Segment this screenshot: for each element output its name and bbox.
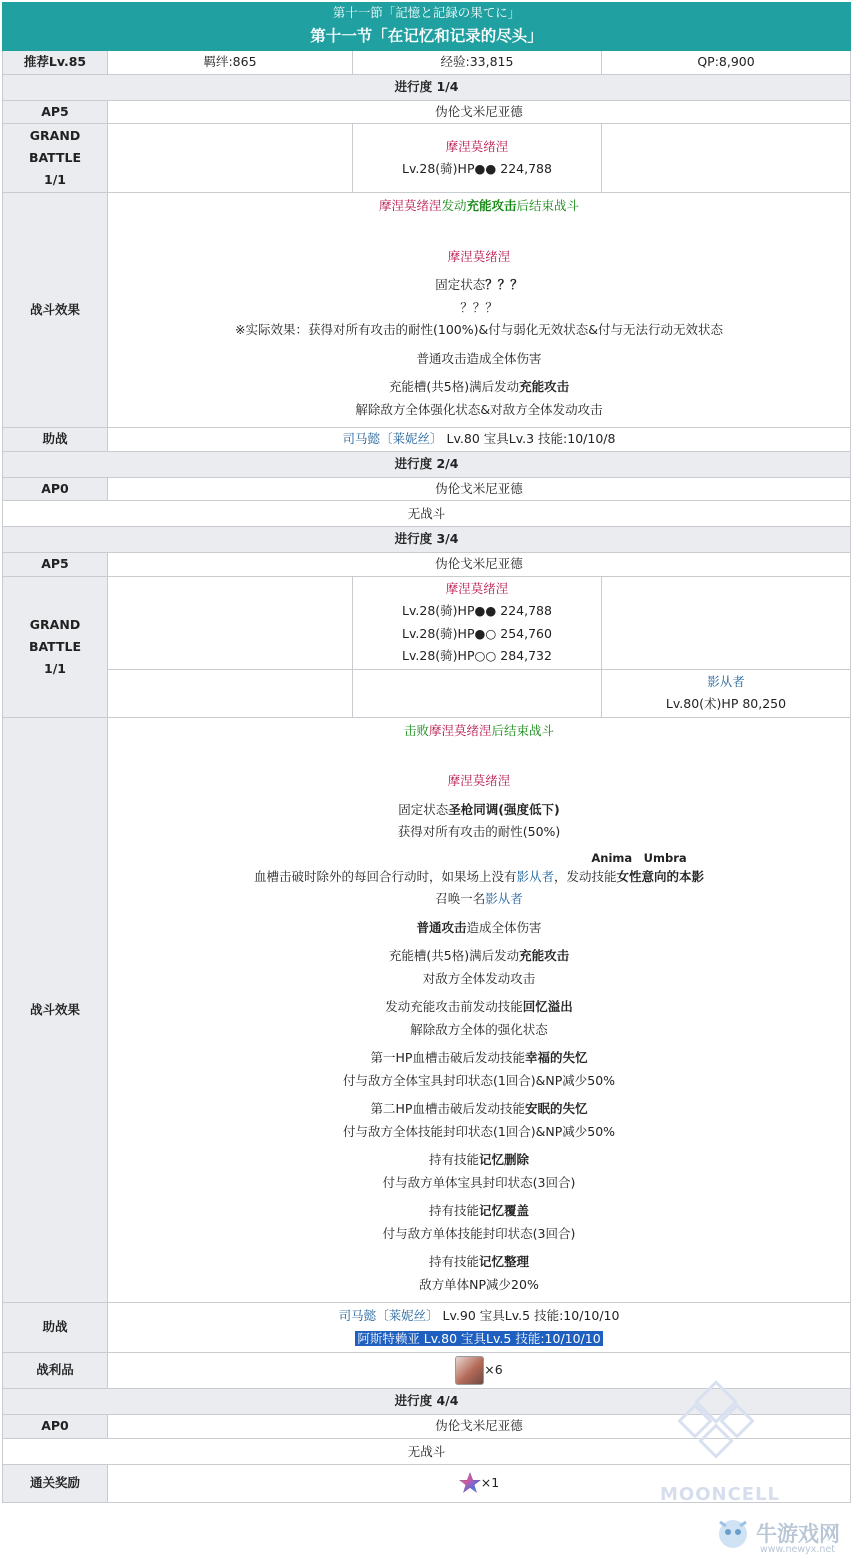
p3-effect-row xyxy=(3,717,851,1303)
p3-effect-line-8 xyxy=(110,996,848,1019)
p1-enemy-stat: Lv.28(骑)HP●● 224,788 xyxy=(402,161,552,176)
p3-ap-row xyxy=(3,553,851,577)
p3-e18-text: 持有技能 xyxy=(428,1254,479,1269)
p1-effect-line-5 xyxy=(110,376,848,399)
exp-points: 经验:33,815 xyxy=(353,51,602,75)
p3-support-content xyxy=(108,1303,851,1353)
p3-support-2-selected-text[interactable]: 阿斯特赖亚 Lv.80 宝具Lv.5 技能:10/10/10 xyxy=(357,1330,601,1346)
p3-enemy2-slot-empty-left xyxy=(108,669,353,717)
grand-label-2: BATTLE xyxy=(28,150,82,165)
p3-support-2 xyxy=(110,1328,848,1351)
p1-enemy-row xyxy=(3,124,851,193)
p4-location: 伪伦戈米尼亚德 xyxy=(108,1415,851,1439)
p3-effect-line-6 xyxy=(110,945,848,968)
p3-e16-text: 持有技能 xyxy=(428,1203,479,1218)
p3-skill-name-6: 记忆覆盖 xyxy=(479,1203,530,1218)
p1-location: 伪伦戈米尼亚德 xyxy=(108,100,851,124)
p3-cond-text-2: 后结束战斗 xyxy=(491,722,555,738)
p3-effect-line-15: 付与敌方单体宝具封印状态(3回合) xyxy=(382,1174,576,1190)
p3-charge-attack: 充能攻击 xyxy=(519,948,570,963)
p3-location: 伪伦戈米尼亚德 xyxy=(108,553,851,577)
p3-e14-text: 持有技能 xyxy=(428,1152,479,1167)
p3-effect-line-7: 对敌方全体发动攻击 xyxy=(422,970,536,986)
p1-cond-text-2: 充能攻击 xyxy=(466,198,517,213)
p1-effect-line-2: ？？？ xyxy=(460,299,498,315)
p1-effect-line-1 xyxy=(110,274,848,297)
p1-enemy-slot-center xyxy=(353,124,602,193)
p3-effect-line-1 xyxy=(110,799,848,822)
p2-ap-row xyxy=(3,477,851,501)
p3-effect-line-3 xyxy=(110,866,848,889)
p1-cond-enemy-link[interactable]: 摩涅莫绪涅 xyxy=(378,198,442,213)
quest-title-cell xyxy=(3,3,851,51)
p3-skill-name-7: 记忆整理 xyxy=(479,1254,530,1269)
cn-title: 第十一节「在记忆和记录的尽头」 xyxy=(310,27,543,45)
p4-no-battle: 无战斗 xyxy=(3,1438,851,1464)
grand-label-3: 1/1 xyxy=(44,660,66,676)
p3-grand-battle-label xyxy=(3,576,108,717)
mooncell-watermark-text: MOONCELL xyxy=(660,1484,781,1505)
p1-end-condition xyxy=(110,195,848,218)
recommended-level: 推荐Lv.85 xyxy=(3,51,108,75)
p1-support-servant-link[interactable]: 司马懿〔莱妮丝〕 xyxy=(342,431,443,446)
p3-support-1-detail: Lv.90 宝具Lv.5 技能:10/10/10 xyxy=(438,1308,620,1323)
progress-4-title: 进行度 4/4 xyxy=(3,1389,851,1415)
summary-row xyxy=(3,51,851,75)
p3-effect-line-12 xyxy=(110,1098,848,1121)
p3-e3-text-1: 血槽击破时除外的每回合行动时，如果场上没有 xyxy=(253,868,517,884)
p3-effect-line-2: 获得对所有攻击的耐性(50%) xyxy=(397,824,561,839)
p1-effect-line-3: ※实际效果：获得对所有攻击的耐性(100%)&付与弱化无效状态&付与无法行动无效状态 xyxy=(235,322,723,337)
p3-effect-line-18 xyxy=(110,1251,848,1274)
p3-shadow-name[interactable]: 影从者 xyxy=(707,673,745,689)
p3-fixed-state-value: 圣枪同调(强度低下) xyxy=(448,801,560,817)
p3-enemy-stat-1: Lv.28(骑)HP●● 224,788 xyxy=(402,603,552,618)
p1-fixed-state-label: 固定状态 xyxy=(435,277,486,292)
p2-no-battle: 无战斗 xyxy=(3,501,851,527)
progress-1-row xyxy=(3,74,851,100)
p1-support-label: 助战 xyxy=(3,428,108,452)
p3-effect-line-19: 敌方单体NP减少20% xyxy=(419,1276,539,1292)
p1-support-content xyxy=(108,428,851,452)
p1-enemy-name[interactable]: 摩涅莫绪涅 xyxy=(445,138,509,154)
p3-anima-umbra-annotation: Anima Umbra xyxy=(591,850,687,865)
qp-reward: QP:8,900 xyxy=(602,51,851,75)
p3-enemy-slot-empty-left xyxy=(108,576,353,669)
newyx-watermark-text: 牛游戏网 xyxy=(756,1522,840,1546)
grand-label-1: GRAND xyxy=(29,128,81,143)
p3-effect-line-9: 解除敌方全体的强化状态 xyxy=(410,1021,548,1037)
p3-effect-line-10 xyxy=(110,1047,848,1070)
p3-enemy-stat-3: Lv.28(骑)HP○○ 284,732 xyxy=(402,648,552,663)
newyx-mascot-icon xyxy=(712,1512,754,1554)
p1-ap-cost: AP5 xyxy=(3,100,108,124)
p1-grand-battle-label xyxy=(3,124,108,193)
p4-ap-cost: AP0 xyxy=(3,1415,108,1439)
p3-effect-label: 战斗效果 xyxy=(3,717,108,1303)
p1-enemy-slot-empty-right xyxy=(602,124,851,193)
p3-e10-text: 第一HP血槽击破后发动技能 xyxy=(370,1050,525,1065)
p3-drops-label: 战利品 xyxy=(3,1353,108,1389)
p3-shadow-link-2[interactable]: 影从者 xyxy=(485,891,523,906)
p3-cond-text-1: 击败 xyxy=(403,722,429,738)
p1-effect-row xyxy=(3,193,851,428)
p1-support-detail: Lv.80 宝具Lv.3 技能:10/10/8 xyxy=(442,431,616,446)
p3-skill-name-3: 幸福的失忆 xyxy=(524,1050,588,1065)
p3-effect-line-11: 付与敌方全体宝具封印状态(1回合)&NP减少50% xyxy=(342,1072,616,1088)
bond-points: 羁绊:865 xyxy=(108,51,353,75)
p3-effect-line-4 xyxy=(110,888,848,911)
p3-e5-text: 造成全体伤害 xyxy=(466,919,542,935)
p3-enemy2-slot-empty-center xyxy=(353,669,602,717)
p1-fixed-state-value: ？？？ xyxy=(485,277,523,292)
p3-effect-line-14 xyxy=(110,1149,848,1172)
p3-shadow-link-1[interactable]: 影从者 xyxy=(516,868,554,884)
p3-enemy-stat-2: Lv.28(骑)HP●○ 254,760 xyxy=(402,625,552,641)
p3-fixed-state-label: 固定状态 xyxy=(398,801,449,817)
p3-enemy-row-2 xyxy=(3,669,851,717)
p1-effect-enemy-name[interactable]: 摩涅莫绪涅 xyxy=(447,248,511,264)
p3-enemy-slot-empty-right xyxy=(602,576,851,669)
p1-cond-text-1: 发动 xyxy=(441,198,467,213)
p3-ap-cost: AP5 xyxy=(3,553,108,577)
p3-effect-line-16 xyxy=(110,1200,848,1223)
p2-no-battle-row xyxy=(3,501,851,527)
p3-end-condition xyxy=(110,720,848,743)
p3-skill-name-5: 记忆删除 xyxy=(479,1152,530,1167)
p1-effect-line-6: 解除敌方全体强化状态&对敌方全体发动攻击 xyxy=(355,401,603,417)
p3-effect-line-13: 付与敌方全体技能封印状态(1回合)&NP减少50% xyxy=(342,1123,616,1139)
progress-2-title: 进行度 2/4 xyxy=(3,451,851,477)
progress-1-title: 进行度 1/4 xyxy=(3,74,851,100)
p2-location: 伪伦戈米尼亚德 xyxy=(108,477,851,501)
p4-reward-label: 通关奖励 xyxy=(3,1464,108,1502)
p3-effect-content xyxy=(108,717,851,1303)
mooncell-logo-icon xyxy=(672,1380,762,1480)
p1-effect-label: 战斗效果 xyxy=(3,193,108,428)
p3-e6-text: 充能槽(共5格)满后发动 xyxy=(388,948,520,963)
p3-skill-name-2: 回忆溢出 xyxy=(522,999,573,1014)
p3-e12-text: 第二HP血槽击破后发动技能 xyxy=(370,1101,525,1116)
saint-quartz-icon[interactable] xyxy=(459,1472,481,1494)
p3-support-1 xyxy=(110,1305,848,1328)
p3-cond-enemy-link[interactable]: 摩涅莫绪涅 xyxy=(429,722,492,738)
p3-shadow-stat: Lv.80(术)HP 80,250 xyxy=(665,696,787,711)
progress-2-row xyxy=(3,451,851,477)
p3-effect-enemy-name[interactable]: 摩涅莫绪涅 xyxy=(447,773,511,788)
p3-support-label: 助战 xyxy=(3,1303,108,1353)
p1-cond-text-3: 后结束战斗 xyxy=(516,198,580,213)
p3-enemy-name[interactable]: 摩涅莫绪涅 xyxy=(445,580,509,596)
header-row xyxy=(3,3,851,51)
p3-support-servant-link[interactable]: 司马懿〔莱妮丝〕 xyxy=(338,1308,439,1323)
p3-support-row xyxy=(3,1303,851,1353)
p1-effect-content xyxy=(108,193,851,428)
p3-effect-line-17: 付与敌方单体技能封印状态(3回合) xyxy=(382,1225,576,1241)
p3-e3-text-2: ，发动技能 xyxy=(554,868,617,884)
p3-normal-attack: 普通攻击 xyxy=(416,919,467,935)
p3-drop-count: ×6 xyxy=(484,1362,503,1377)
quest-info-table-wrapper xyxy=(2,2,850,1503)
material-item-icon[interactable] xyxy=(455,1356,484,1385)
p3-e8-text: 发动充能攻击前发动技能 xyxy=(385,999,523,1014)
p1-effect-line-4: 普通攻击造成全体伤害 xyxy=(416,350,542,366)
p3-skill-name-1: 女性意向的本影 xyxy=(616,868,705,884)
p3-enemy-slot-center xyxy=(353,576,602,669)
jp-title: 第十一節「記憶と記録の果てに」 xyxy=(332,5,521,20)
p3-effect-line-5 xyxy=(110,917,848,940)
p4-reward-count: ×1 xyxy=(480,1474,500,1490)
progress-3-row xyxy=(3,527,851,553)
p1-support-row xyxy=(3,428,851,452)
p1-enemy-slot-empty-left xyxy=(108,124,353,193)
p1-ap-row xyxy=(3,100,851,124)
grand-label-2: BATTLE xyxy=(28,638,82,654)
p1-charge-attack: 充能攻击 xyxy=(519,379,570,394)
p3-enemy-row-1 xyxy=(3,576,851,669)
p3-shadow-slot xyxy=(602,669,851,717)
p3-e4-text: 召唤一名 xyxy=(435,891,486,906)
newyx-watermark-url: www.newyx.net xyxy=(760,1544,835,1555)
grand-label-3: 1/1 xyxy=(44,172,66,187)
p1-charge-text: 充能槽(共5格)满后发动 xyxy=(388,379,520,394)
p2-ap-cost: AP0 xyxy=(3,477,108,501)
grand-label-1: GRAND xyxy=(29,616,81,632)
p3-skill-name-4: 安眠的失忆 xyxy=(524,1101,588,1116)
progress-3-title: 进行度 3/4 xyxy=(3,527,851,553)
quest-info-table xyxy=(2,2,851,1503)
